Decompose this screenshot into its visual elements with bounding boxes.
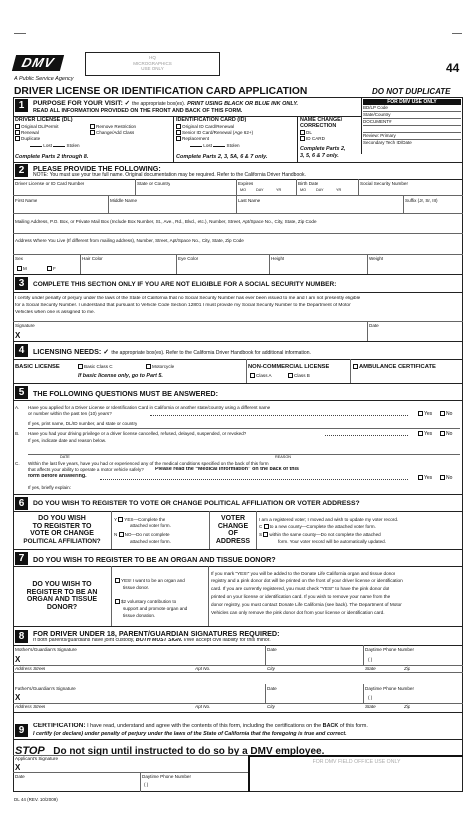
voter-change-line: OF — [228, 530, 238, 537]
question-a-letter: A. — [15, 405, 20, 410]
lost-label: Lost — [203, 143, 212, 148]
donor-yes-option[interactable] — [115, 578, 185, 583]
name-change-heading: NAME CHANGE/ — [300, 117, 343, 123]
section-8-note-b: BOTH MUST SIGN. — [135, 638, 183, 643]
question-c-note: form before answering. — [28, 474, 87, 479]
section-8-note — [33, 638, 271, 643]
option-label: ID CARD — [306, 136, 325, 141]
corner-mark — [452, 33, 462, 34]
option-label: YES! I want to be an organ and — [121, 578, 185, 583]
option-label: Remove Restriction — [96, 124, 137, 129]
yes-checkbox[interactable] — [418, 475, 423, 480]
option-label: Class B — [294, 373, 310, 378]
suffix-label: Suffix (Jr, Sr, III) — [405, 198, 438, 203]
voter-question-line: POLITICAL AFFILIATION? — [23, 537, 101, 545]
mother-address-label: Address Street — [15, 666, 46, 671]
applicant-phone-paren: ( ) — [144, 782, 149, 787]
option-label: Duplicate — [21, 136, 41, 141]
n-letter: N — [114, 532, 118, 537]
duplicate-checkbox[interactable] — [15, 136, 20, 141]
dl-heading: DRIVER LICENSE (DL) — [15, 117, 73, 123]
voter-change-line: VOTER — [220, 515, 246, 522]
mother-apt-label: Apt No. — [195, 666, 211, 671]
donor-contribution-option-2: support and promote organ and — [123, 606, 188, 611]
mother-state-label: State — [365, 666, 376, 671]
dmv-use-line — [363, 126, 461, 133]
state-country-label: State or Country — [137, 181, 171, 186]
dmv-use-line: DOCUMENT# — [363, 119, 461, 126]
certification-title: CERTIFICATION: — [33, 723, 86, 729]
donor-info: If you mark “YES!” you will be added to the Donate Life California organ and tissue donor — [211, 571, 396, 576]
class-a-checkbox[interactable] — [250, 373, 255, 378]
dl-remove-restriction-option[interactable] — [90, 124, 136, 129]
section-1-number: 1 — [15, 99, 28, 112]
section-4-note: the appropriate box(es). Refer to the California Driver Handbook for additional information. — [111, 350, 311, 356]
y-letter: Y — [114, 517, 117, 522]
dmv-use-line: State/Country — [363, 112, 461, 119]
dl-duplicate-option[interactable] — [15, 136, 40, 141]
dl-change-class-option[interactable] — [90, 130, 134, 135]
sex-m-option[interactable] — [17, 266, 27, 271]
donor-question-line: DO YOU WISH TO — [32, 581, 92, 588]
option-label: Change/Add Class — [96, 130, 135, 135]
option-label: Class A — [256, 373, 272, 378]
voter-yes-option[interactable] — [114, 517, 165, 522]
father-signature-x[interactable]: X — [15, 694, 21, 702]
donor-info: registry and a pink donor dot will be printed on the front of your driver license or identification — [211, 578, 403, 583]
birth-day: DAY — [316, 188, 324, 192]
expires-mo: MO — [240, 188, 247, 192]
original-dl-checkbox[interactable] — [15, 124, 20, 129]
certification-back: BACK — [322, 723, 339, 729]
stop-label: STOP — [15, 745, 45, 757]
voter-text: form. Your voter record will be automatically updated. — [278, 539, 387, 544]
donor-info: printed on your license or identification card. If you wish to remove your name from the — [211, 594, 391, 599]
section-7-number: 7 — [15, 552, 28, 565]
section-6-number: 6 — [15, 497, 28, 510]
yes-checkbox[interactable] — [418, 411, 423, 416]
form-number: 44 — [446, 61, 460, 75]
sex-f-option[interactable] — [47, 266, 56, 271]
date-column-label: DATE — [60, 455, 70, 459]
section-2-note: NOTE: You must use your true full name. Original documentation may be required. Refer to the California Driver Handbook. — [33, 172, 306, 178]
option-label: Motorcycle — [152, 364, 175, 369]
applicant-signature-x[interactable]: X — [15, 764, 21, 772]
certification-line-2: I certify (or declare) under penalty of perjury under the laws of the State of California that the foregoing is true and correct. — [33, 731, 347, 737]
question-c-followup: If yes, briefly explain: — [28, 485, 71, 490]
stolen-label: Stolen — [226, 143, 240, 148]
section-3-date-label: Date — [369, 323, 379, 328]
option-label: Basic Class C — [84, 364, 113, 369]
section-2-number: 2 — [15, 164, 28, 177]
father-city-label: City — [267, 704, 275, 709]
question-a-yes[interactable] — [418, 411, 432, 417]
donor-question-line: REGISTER TO BE AN — [26, 588, 98, 596]
question-c-text: Within the last five years, have you had or experienced any of the medical conditions specified on the back of this form — [28, 461, 269, 466]
section-3-body: Vehicles when one is assigned to me. — [15, 310, 95, 315]
question-c-note: Please read the “Medical Information” on the back of this — [155, 467, 299, 472]
option-label: within the same county—Do not complete the attached — [269, 532, 381, 537]
question-b-followup: If yes, indicate date and reason below. — [28, 438, 107, 443]
name-change-dl-option[interactable] — [300, 130, 312, 135]
father-phone-label: Daytime Phone Number — [365, 686, 415, 691]
voter-change-line: CHANGE — [217, 522, 249, 530]
dmv-use-heading: FOR DMV USE ONLY — [363, 99, 461, 105]
micrographics-line: HQ — [149, 55, 156, 60]
option-label: Yes — [424, 431, 433, 437]
mother-phone-paren: ( ) — [368, 657, 373, 662]
voter-question-line: DO YOU WISH — [38, 515, 86, 522]
option-label: F — [53, 266, 56, 271]
replacement-checkbox[interactable] — [176, 136, 181, 141]
question-b-no[interactable] — [440, 431, 452, 437]
section-4-title — [33, 347, 311, 356]
dl-original-option[interactable] — [15, 124, 59, 129]
section-5-title: THE FOLLOWING QUESTIONS MUST BE ANSWERED: — [33, 389, 219, 398]
dl-renewal-option[interactable] — [15, 130, 39, 135]
dl-number-label: Driver License or ID Card Number — [15, 181, 85, 186]
basic-license-heading: BASIC LICENSE — [15, 364, 60, 370]
father-date-label: Date — [267, 686, 277, 691]
father-zip-label: Zip — [404, 704, 411, 709]
eye-color-label: Eye Color — [178, 256, 199, 261]
section-1-read-note: READ ALL INFORMATION PROVIDED ON THE FRONT AND BACK OF THIS FORM. — [33, 108, 243, 114]
weight-label: Weight — [369, 256, 384, 261]
option-label: NO—Do not complete — [124, 532, 170, 537]
no-checkbox[interactable] — [440, 411, 445, 416]
dmv-use-line: Secondary Tech ID/Date — [363, 140, 412, 145]
mother-signature-label: Mother's/Guardian's Signature — [15, 647, 77, 652]
dmv-use-only-box — [363, 99, 461, 153]
section-9-number: 9 — [15, 724, 28, 737]
micrographics-box — [85, 52, 220, 76]
original-id-checkbox[interactable] — [176, 124, 181, 129]
option-label: Original ID Card/Renewal — [182, 124, 235, 129]
donor-info: donor registry, you must contact Donate Life California (see back). The Department of Motor — [211, 602, 402, 607]
birth-mo: MO — [300, 188, 307, 192]
section-8-number: 8 — [15, 630, 28, 643]
donor-yes-checkbox[interactable] — [115, 578, 120, 583]
remove-restriction-checkbox[interactable] — [90, 124, 95, 129]
section-4-number: 4 — [15, 344, 28, 357]
voter-question-line: VOTE OR CHANGE — [30, 530, 94, 537]
section-3-number: 3 — [15, 277, 28, 290]
sex-f-checkbox[interactable] — [47, 266, 52, 271]
option-label: Yes — [424, 475, 433, 481]
checkmark-icon: ✓ — [124, 100, 131, 107]
certification-text: I have read, understand and agree with the contents of this form, including the certifications on the — [87, 723, 322, 729]
question-a-text: Have you applied for a Driver License or Identification Card in California or another state/country using a different name — [28, 405, 271, 410]
applicant-signature-label: Applicant's Signature — [15, 756, 59, 761]
option-label: Yes — [424, 411, 433, 417]
checkmark-icon: ✓ — [103, 347, 110, 356]
mother-phone-label: Daytime Phone Number — [365, 647, 415, 652]
question-b-yes[interactable] — [418, 431, 432, 437]
donor-info: Vehicles can only remove the pink donor dot from your license or identification card. — [211, 610, 385, 615]
expires-label: Expires — [238, 181, 254, 186]
ambulance-checkbox[interactable] — [353, 364, 358, 369]
section-3-body: I certify under penalty of perjury under the laws of the State of California that no Social Security Number has ever been issued to me and I am not presently eligible — [15, 296, 361, 301]
donor-yes-option-2: tissue donor. — [123, 585, 150, 590]
senior-id-checkbox[interactable] — [176, 130, 181, 135]
section-8-title: FOR DRIVER UNDER 18, PARENT/GUARDIAN SIGNATURES REQUIRED: — [33, 629, 280, 638]
section-1-title — [33, 99, 298, 107]
name-change-complete-note: Complete Parts 2, — [300, 146, 346, 152]
s-letter: S — [259, 532, 263, 537]
option-label: to a new county—Complete the attached voter form. — [269, 524, 376, 529]
certification-line-1 — [33, 723, 368, 729]
option-label: DL — [306, 130, 312, 135]
id-complete-note: Complete Parts 2, 3, 5A, 6 & 7 only. — [176, 154, 268, 160]
father-phone-paren: ( ) — [368, 695, 373, 700]
question-c-text: that affects your ability to operate a motor vehicle safely? — [28, 467, 144, 472]
name-change-id-checkbox[interactable] — [300, 136, 305, 141]
micrographics-line: USE ONLY — [141, 66, 164, 71]
voter-no-checkbox[interactable] — [119, 532, 124, 537]
dl-lost-stolen — [30, 143, 80, 148]
donor-question-line: DONOR? — [46, 603, 78, 611]
section-5-number: 5 — [15, 386, 28, 399]
voter-no-option-2: attached voter form. — [130, 539, 171, 544]
yes-checkbox[interactable] — [418, 431, 423, 436]
renewal-checkbox[interactable] — [15, 130, 20, 135]
mother-city-label: City — [267, 666, 275, 671]
class-b-checkbox[interactable] — [288, 373, 293, 378]
section-6-title: DO YOU WISH TO REGISTER TO VOTE OR CHANGE POLITICAL AFFILIATION OR VOTER ADDRESS? — [33, 500, 360, 507]
change-class-checkbox[interactable] — [90, 130, 95, 135]
lost-label: Lost — [43, 143, 52, 148]
do-not-duplicate: DO NOT DUPLICATE — [372, 87, 451, 96]
motorcycle-option[interactable] — [146, 364, 174, 369]
dmv-logo — [12, 55, 64, 71]
name-change-dl-checkbox[interactable] — [300, 130, 305, 135]
id-original-option[interactable] — [176, 124, 234, 129]
section-3-signature-x[interactable]: X — [15, 332, 21, 340]
stop-text: Do not sign until instructed to do so by a DMV employee. — [53, 746, 325, 757]
class-a-option[interactable] — [250, 373, 272, 378]
question-a-text: or number within the past ten (10) years? — [28, 411, 112, 416]
dotted-leader — [150, 415, 408, 416]
option-label: Senior ID Card/Renewal (Age 62+) — [182, 130, 254, 135]
section-1-title-text: PURPOSE FOR YOUR VISIT: — [33, 100, 123, 107]
form-revision: DL 44 (REV. 10/2009) — [14, 797, 58, 802]
father-signature-label: Father's/Guardian's Signature — [15, 686, 76, 691]
field-office-box — [248, 755, 463, 792]
dotted-leader — [100, 479, 408, 480]
name-change-heading-2: CORRECTION — [300, 123, 337, 129]
reason-column-label: REASON — [275, 455, 292, 459]
father-address-label: Address Street — [15, 704, 46, 709]
option-label: No — [446, 411, 453, 417]
donor-question-line: ORGAN AND TISSUE — [26, 596, 98, 603]
section-7-title: DO YOU WISH TO REGISTER TO BE AN ORGAN AND TISSUE DONOR? — [33, 555, 276, 564]
question-c-letter: C. — [15, 461, 20, 466]
option-label: YES—Complete the — [124, 517, 166, 522]
voter-same-county-option[interactable] — [259, 532, 381, 537]
id-heading: IDENTIFICATION CARD (ID) — [176, 117, 247, 123]
voter-change-line: ADDRESS — [215, 537, 251, 545]
last-name-label: Last Name — [238, 198, 261, 203]
question-b-letter: B. — [15, 431, 20, 436]
section-8-note-a: If both parents/guardians have joint custody, — [33, 638, 135, 643]
voter-yes-checkbox[interactable] — [118, 517, 123, 522]
sex-m-checkbox[interactable] — [17, 266, 22, 271]
id-senior-option[interactable] — [176, 130, 253, 135]
section-3-signature-label: Signature — [15, 323, 35, 328]
certification-text-end: of this form. — [339, 723, 368, 729]
section-2-title: PLEASE PROVIDE THE FOLLOWING: — [33, 164, 161, 173]
form-title: DRIVER LICENSE OR IDENTIFICATION CARD APPLICATION — [14, 86, 308, 97]
voter-yes-option-2: attached voter form. — [130, 523, 171, 528]
dmv-use-line: BD/LP Code — [363, 105, 461, 112]
basic-license-note: If basic license only, go to Part 5. — [78, 373, 163, 379]
question-a-no[interactable] — [440, 411, 452, 417]
c-letter: C — [259, 524, 263, 529]
stolen-label: Stolen — [66, 143, 80, 148]
dotted-leader — [325, 435, 408, 436]
section-1-print-note: PRINT USING BLACK OR BLUE INK ONLY. — [187, 101, 299, 107]
voter-text: I am a registered voter; I moved and wish to update my voter record. — [259, 517, 399, 522]
father-apt-label: Apt No. — [195, 704, 211, 709]
section-1-check-note: the appropriate box(es). — [132, 101, 186, 107]
dl-complete-note: Complete Parts 2 through 8. — [15, 154, 89, 160]
birth-date-label: Birth Date — [298, 181, 319, 186]
expires-day: DAY — [256, 188, 264, 192]
option-label: No — [446, 431, 453, 437]
voter-question — [15, 515, 109, 545]
donor-contribution-option[interactable] — [115, 599, 176, 604]
mailing-address-label: Mailing Address, P.O. Box, or Private Mail Box (Include Box Number, St., Ave., Rd., Blvd., etc.), Number, Street, Apt/Space No., City, State, Zip Code — [15, 219, 317, 224]
mother-date-label: Date — [267, 647, 277, 652]
question-a-followup: If yes, print name, DL/ID number, and state or country — [28, 421, 138, 426]
option-label: Original DL/Permit — [21, 124, 59, 129]
ssn-label: Social Security Number — [360, 181, 408, 186]
mother-signature-x[interactable]: X — [15, 656, 21, 664]
question-c-no[interactable] — [440, 475, 452, 481]
dmv-use-line: Review: Primary — [363, 133, 461, 140]
contribution-checkbox[interactable] — [115, 599, 120, 604]
micrographics-line: MICROGRAPHICS — [133, 60, 172, 66]
name-change-id-option[interactable] — [300, 136, 325, 141]
option-label: Replacement — [182, 136, 210, 141]
option-label: M — [23, 266, 27, 271]
father-state-label: State — [365, 704, 376, 709]
id-replacement-option[interactable] — [176, 136, 209, 141]
question-b-text: Have you had your driving privilege or a driver license cancelled, refused, delayed, suspended, or revoked? — [28, 431, 247, 436]
voter-new-county-option[interactable] — [259, 524, 376, 529]
dmv-logo-text: DMV — [20, 55, 57, 70]
voter-question-line: TO REGISTER TO — [32, 522, 92, 530]
option-label: $2 voluntary contribution to — [121, 599, 177, 604]
name-change-complete-note-2: 3, 5, 6 & 7 only. — [300, 153, 339, 159]
class-b-option[interactable] — [288, 373, 310, 378]
agency-tagline: A Public Service Agency — [14, 76, 74, 82]
section-3-body: for a Social Security Number. I understand that pursuant to Vehicle Code Section 12801 I must provide my Social Security Number to the Department of Motor — [15, 303, 351, 308]
donor-question — [15, 581, 109, 611]
option-label: AMBULANCE CERTIFICATE — [359, 364, 436, 371]
birth-yr: YR — [336, 188, 342, 192]
question-c-yes[interactable] — [418, 475, 432, 481]
middle-name-label: Middle Name — [110, 198, 138, 203]
field-office-heading: FOR DMV FIELD OFFICE USE ONLY — [312, 759, 401, 765]
noncommercial-heading: NON-COMMERCIAL LICENSE — [248, 364, 330, 370]
class-c-checkbox[interactable] — [78, 364, 83, 369]
donor-contribution-option-3: tissue donation. — [123, 613, 156, 618]
basic-class-c-option[interactable] — [78, 364, 113, 369]
option-label: No — [446, 475, 453, 481]
same-county-checkbox[interactable] — [263, 532, 268, 537]
corner-mark — [14, 33, 26, 34]
applicant-date-label: Date — [15, 774, 25, 779]
section-3-title: COMPLETE THIS SECTION ONLY IF YOU ARE NOT ELIGIBLE FOR A SOCIAL SECURITY NUMBER: — [33, 281, 337, 288]
expires-yr: YR — [276, 188, 282, 192]
no-checkbox[interactable] — [440, 475, 445, 480]
motorcycle-checkbox[interactable] — [146, 364, 151, 369]
option-label: Renewal — [21, 130, 39, 135]
first-name-label: First Name — [15, 198, 38, 203]
id-lost-stolen — [190, 143, 240, 148]
residence-address-label: Address Where You Live (If different from mailing address), Number, Street, Apt/Space No., City, State, Zip Code — [15, 238, 244, 243]
donor-info: card. If you are currently registered, you must check “YES!” to have the pink donor dot — [211, 586, 390, 591]
applicant-phone-label: Daytime Phone Number — [142, 774, 192, 779]
voter-change-heading — [211, 515, 255, 545]
section-4-title-text: LICENSING NEEDS: — [33, 347, 102, 356]
sex-label: Sex — [15, 256, 23, 261]
no-checkbox[interactable] — [440, 431, 445, 436]
new-county-checkbox[interactable] — [264, 524, 269, 529]
height-label: Height — [271, 256, 285, 261]
mother-zip-label: Zip — [404, 666, 411, 671]
voter-no-option[interactable] — [114, 532, 170, 537]
hair-color-label: Hair Color — [82, 256, 103, 261]
ambulance-option[interactable] — [353, 364, 436, 370]
section-8-note-c: I/We accept civil liability for this minor. — [183, 638, 271, 643]
